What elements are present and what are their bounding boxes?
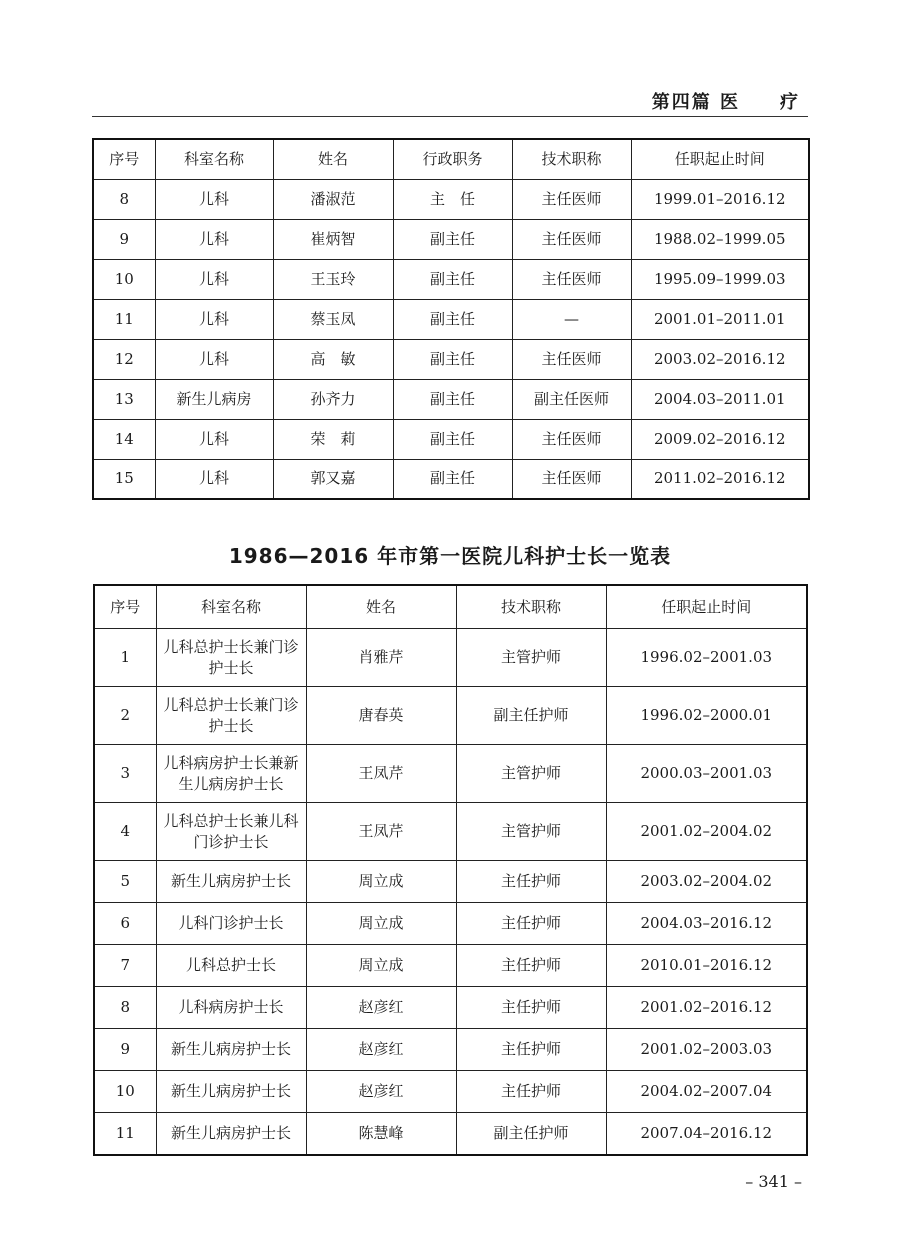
cell-index: 9 <box>93 219 155 259</box>
cell-term: 2010.01–2016.12 <box>606 945 807 987</box>
cell-name: 赵彦红 <box>306 987 456 1029</box>
table-header-row <box>94 585 807 629</box>
cell-term: 2009.02–2016.12 <box>631 419 809 459</box>
cell-term: 2001.01–2011.01 <box>631 299 809 339</box>
cell-term: 2001.02–2016.12 <box>606 987 807 1029</box>
running-header <box>92 86 808 117</box>
cell-title: — <box>512 299 631 339</box>
cell-department: 儿科总护士长 <box>156 945 306 987</box>
cell-index: 11 <box>94 1113 156 1155</box>
table-row <box>94 987 807 1029</box>
cell-term: 1996.02–2001.03 <box>606 629 807 687</box>
cell-name: 陈慧峰 <box>306 1113 456 1155</box>
table-row <box>94 629 807 687</box>
cell-position: 副主任 <box>393 219 512 259</box>
cell-position: 副主任 <box>393 379 512 419</box>
column-header: 序号 <box>94 585 156 629</box>
table-row <box>94 745 807 803</box>
department-heads-table <box>92 138 810 500</box>
cell-department: 儿科门诊护士长 <box>156 903 306 945</box>
cell-term: 2007.04–2016.12 <box>606 1113 807 1155</box>
cell-title: 副主任医师 <box>512 379 631 419</box>
cell-name: 赵彦红 <box>306 1071 456 1113</box>
page-number: – 341 – <box>745 1172 802 1191</box>
table-row <box>93 419 809 459</box>
cell-term: 2011.02–2016.12 <box>631 459 809 499</box>
cell-name: 王凤芹 <box>306 803 456 861</box>
cell-department: 儿科 <box>155 339 273 379</box>
cell-department: 儿科病房护士长兼新生儿病房护士长 <box>156 745 306 803</box>
cell-index: 4 <box>94 803 156 861</box>
cell-term: 2000.03–2001.03 <box>606 745 807 803</box>
cell-index: 8 <box>93 179 155 219</box>
column-header: 技术职称 <box>512 139 631 179</box>
cell-term: 1995.09–1999.03 <box>631 259 809 299</box>
cell-term: 2003.02–2004.02 <box>606 861 807 903</box>
cell-department: 儿科总护士长兼门诊护士长 <box>156 629 306 687</box>
cell-name: 高 敏 <box>273 339 393 379</box>
cell-department: 儿科总护士长兼门诊护士长 <box>156 687 306 745</box>
table-row <box>93 299 809 339</box>
column-header: 序号 <box>93 139 155 179</box>
cell-term: 2001.02–2004.02 <box>606 803 807 861</box>
column-header: 科室名称 <box>156 585 306 629</box>
cell-title: 主管护师 <box>456 629 606 687</box>
cell-department: 儿科 <box>155 459 273 499</box>
cell-position: 副主任 <box>393 299 512 339</box>
cell-title: 副主任护师 <box>456 687 606 745</box>
cell-department: 新生儿病房护士长 <box>156 1071 306 1113</box>
cell-name: 郭又嘉 <box>273 459 393 499</box>
column-header: 技术职称 <box>456 585 606 629</box>
cell-title: 主任护师 <box>456 1029 606 1071</box>
cell-index: 10 <box>93 259 155 299</box>
table-row <box>93 179 809 219</box>
cell-department: 儿科总护士长兼儿科门诊护士长 <box>156 803 306 861</box>
cell-name: 赵彦红 <box>306 1029 456 1071</box>
cell-index: 10 <box>94 1071 156 1113</box>
cell-index: 11 <box>93 299 155 339</box>
cell-name: 潘淑范 <box>273 179 393 219</box>
cell-term: 1996.02–2000.01 <box>606 687 807 745</box>
cell-index: 13 <box>93 379 155 419</box>
cell-index: 6 <box>94 903 156 945</box>
cell-name: 肖雅芹 <box>306 629 456 687</box>
column-header: 行政职务 <box>393 139 512 179</box>
cell-title: 主任护师 <box>456 1071 606 1113</box>
chapter-title: 第四篇 医 疗 <box>651 92 800 113</box>
cell-term: 1999.01–2016.12 <box>631 179 809 219</box>
table-row <box>94 903 807 945</box>
cell-name: 周立成 <box>306 945 456 987</box>
cell-position: 副主任 <box>393 339 512 379</box>
cell-term: 2004.03–2011.01 <box>631 379 809 419</box>
cell-index: 14 <box>93 419 155 459</box>
cell-title: 主任护师 <box>456 945 606 987</box>
table-row <box>93 259 809 299</box>
cell-name: 崔炳智 <box>273 219 393 259</box>
cell-position: 副主任 <box>393 259 512 299</box>
cell-index: 9 <box>94 1029 156 1071</box>
table-row <box>94 1071 807 1113</box>
table-row <box>93 459 809 499</box>
table-header-row <box>93 139 809 179</box>
cell-index: 12 <box>93 339 155 379</box>
cell-title: 主任护师 <box>456 987 606 1029</box>
cell-name: 王凤芹 <box>306 745 456 803</box>
cell-department: 儿科 <box>155 259 273 299</box>
cell-title: 副主任护师 <box>456 1113 606 1155</box>
column-header: 任职起止时间 <box>631 139 809 179</box>
cell-title: 主任医师 <box>512 459 631 499</box>
cell-term: 2003.02–2016.12 <box>631 339 809 379</box>
column-header: 任职起止时间 <box>606 585 807 629</box>
cell-position: 主 任 <box>393 179 512 219</box>
cell-name: 唐春英 <box>306 687 456 745</box>
cell-title: 主任医师 <box>512 259 631 299</box>
table-row <box>94 803 807 861</box>
head-nurses-table <box>93 584 808 1156</box>
table-row <box>93 379 809 419</box>
table-row <box>93 339 809 379</box>
cell-position: 副主任 <box>393 459 512 499</box>
table-title: 1986—2016 年市第一医院儿科护士长一览表 <box>228 544 672 568</box>
cell-department: 儿科 <box>155 419 273 459</box>
cell-department: 新生儿病房护士长 <box>156 1029 306 1071</box>
table-row <box>94 1113 807 1155</box>
cell-index: 8 <box>94 987 156 1029</box>
cell-index: 1 <box>94 629 156 687</box>
cell-name: 周立成 <box>306 903 456 945</box>
table-row <box>94 687 807 745</box>
cell-title: 主任医师 <box>512 339 631 379</box>
cell-department: 儿科 <box>155 219 273 259</box>
cell-index: 5 <box>94 861 156 903</box>
cell-position: 副主任 <box>393 419 512 459</box>
cell-title: 主任护师 <box>456 861 606 903</box>
column-header: 姓名 <box>306 585 456 629</box>
cell-term: 2004.02–2007.04 <box>606 1071 807 1113</box>
cell-department: 新生儿病房 <box>155 379 273 419</box>
cell-department: 儿科病房护士长 <box>156 987 306 1029</box>
cell-name: 孙齐力 <box>273 379 393 419</box>
cell-department: 新生儿病房护士长 <box>156 1113 306 1155</box>
cell-title: 主任医师 <box>512 419 631 459</box>
column-header: 科室名称 <box>155 139 273 179</box>
cell-name: 荣 莉 <box>273 419 393 459</box>
cell-title: 主任护师 <box>456 903 606 945</box>
cell-name: 周立成 <box>306 861 456 903</box>
cell-name: 蔡玉凤 <box>273 299 393 339</box>
column-header: 姓名 <box>273 139 393 179</box>
cell-index: 15 <box>93 459 155 499</box>
cell-title: 主管护师 <box>456 803 606 861</box>
cell-term: 1988.02–1999.05 <box>631 219 809 259</box>
cell-index: 7 <box>94 945 156 987</box>
cell-index: 2 <box>94 687 156 745</box>
cell-title: 主管护师 <box>456 745 606 803</box>
table-row <box>93 219 809 259</box>
cell-department: 儿科 <box>155 299 273 339</box>
cell-title: 主任医师 <box>512 179 631 219</box>
cell-term: 2004.03–2016.12 <box>606 903 807 945</box>
table-row <box>94 1029 807 1071</box>
cell-department: 新生儿病房护士长 <box>156 861 306 903</box>
cell-name: 王玉玲 <box>273 259 393 299</box>
cell-title: 主任医师 <box>512 219 631 259</box>
cell-department: 儿科 <box>155 179 273 219</box>
table-row <box>94 945 807 987</box>
cell-term: 2001.02–2003.03 <box>606 1029 807 1071</box>
table-row <box>94 861 807 903</box>
cell-index: 3 <box>94 745 156 803</box>
